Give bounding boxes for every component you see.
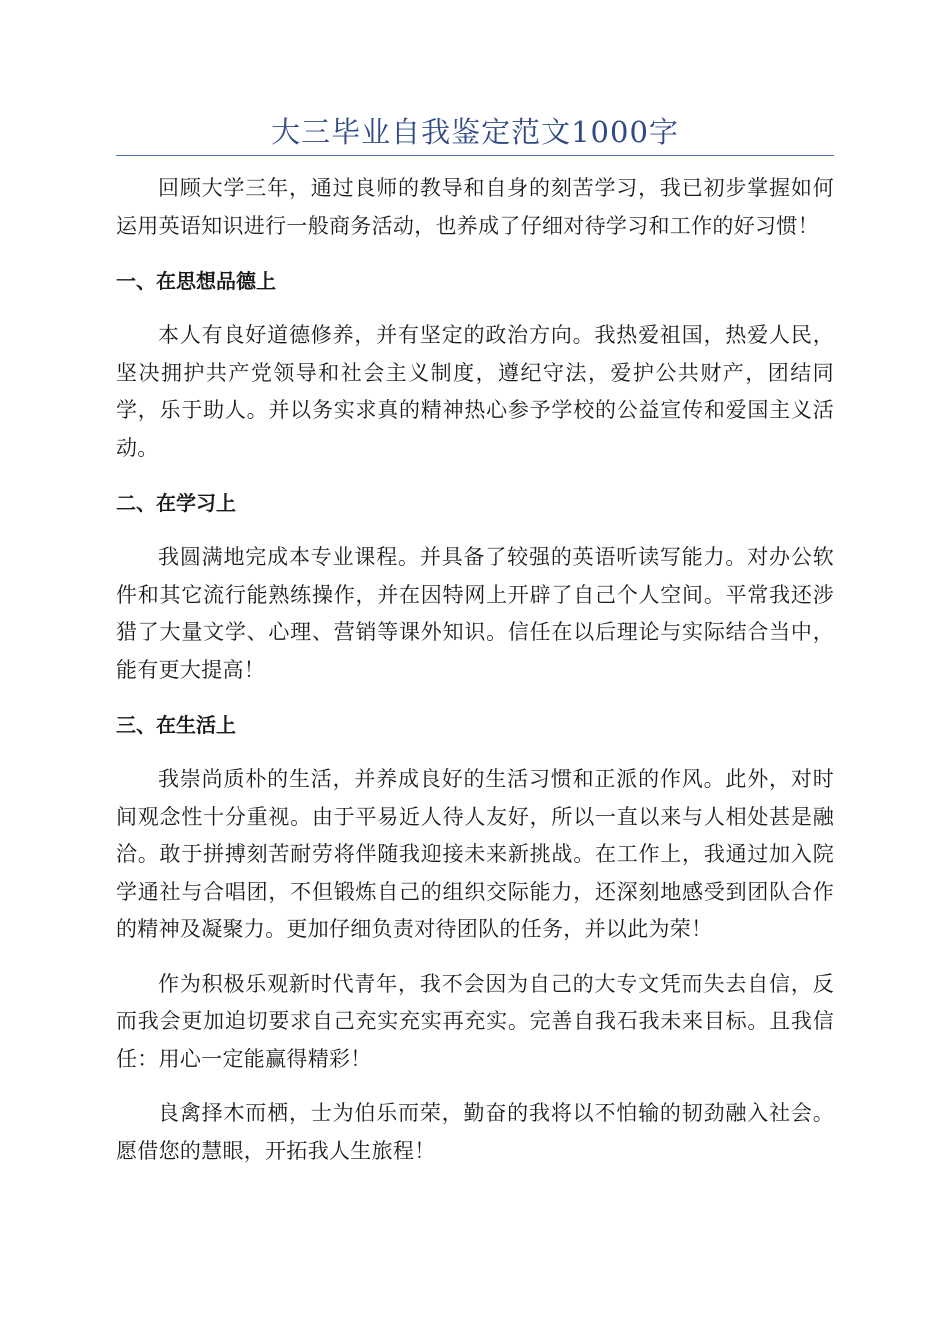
closing-paragraph-2: 良禽择木而栖，士为伯乐而荣，勤奋的我将以不怕输的韧劲融入社会。愿借您的慧眼，开拓我人生旅程！ — [116, 1101, 834, 1163]
closing-paragraph-1: 作为积极乐观新时代青年，我不会因为自己的大专文凭而失去自信，反而我会更加迫切要求自己充实充实再充实。完善自我石我未来目标。且我信任：用心一定能赢得精彩！ — [116, 971, 834, 1071]
intro-paragraph: 回顾大学三年，通过良师的教导和自身的刻苦学习，我已初步掌握如何运用英语知识进行一般商务活动，也养成了仔细对待学习和工作的好习惯！ — [116, 176, 834, 238]
section-body-morality: 本人有良好道德修养，并有坚定的政治方向。我热爱祖国，热爱人民，坚决拥护共产党领导和社会主义制度，遵纪守法，爱护公共财产，团结同学，乐于助人。并以务实求真的精神热心参予学校的公益宣传和爱国主义活动。 — [116, 323, 834, 460]
spacer — [116, 300, 834, 317]
document-body — [116, 170, 834, 1170]
section-body-study: 我圆满地完成本专业课程。并具备了较强的英语听读写能力。对办公软件和其它流行能熟练操作，并在因特网上开辟了自己个人空间。平常我还涉猎了大量文学、心理、营销等课外知识。信任在以后理论与实际结合当中，能有更大提高！ — [116, 545, 834, 682]
section-heading-morality: 一、在思想品德上 — [116, 269, 276, 293]
section-heading-study: 二、在学习上 — [116, 491, 236, 515]
title-underline — [116, 155, 834, 156]
section-body-life: 我崇尚质朴的生活，并养成良好的生活习惯和正派的作风。此外，对时间观念性十分重视。由于平易近人待人友好，所以一直以来与人相处甚是融洽。敢于拼搏刻苦耐劳将伴随我迎接未来新挑战。在工作上，我通过加入院学通社与合唱团，不但锻炼自己的组织交际能力，还深刻地感受到团队合作的精神及凝聚力。更加仔细负责对待团队的任务，并以此为荣！ — [116, 767, 834, 941]
spacer — [116, 1078, 834, 1095]
spacer — [116, 245, 834, 263]
spacer — [116, 467, 834, 485]
document-title: 大三毕业自我鉴定范文1000字 — [271, 115, 679, 149]
spacer — [116, 689, 834, 707]
spacer — [116, 522, 834, 539]
spacer — [116, 949, 834, 966]
section-heading-life: 三、在生活上 — [116, 713, 236, 737]
spacer — [116, 744, 834, 761]
